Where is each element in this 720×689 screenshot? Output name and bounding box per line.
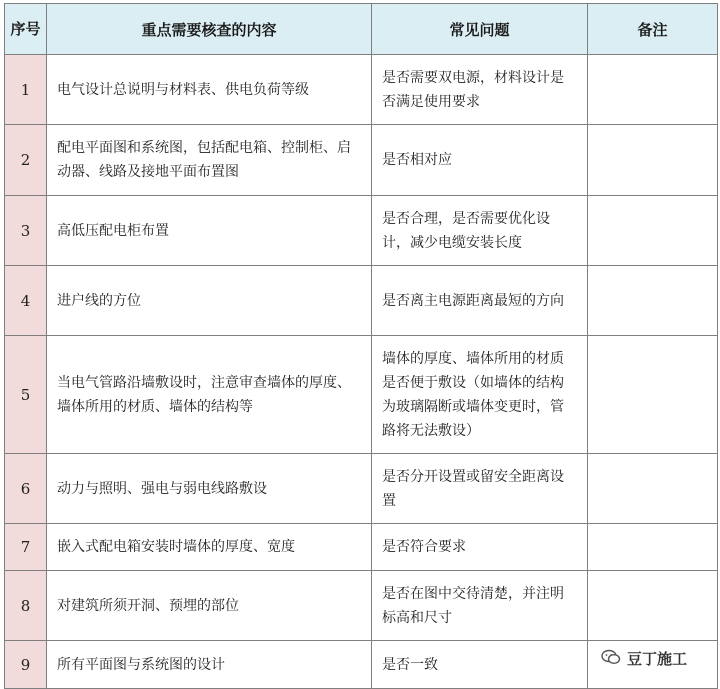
row-content: 嵌入式配电箱安装时墙体的厚度、宽度 [47,524,372,571]
row-problem: 是否一致 [372,641,588,689]
row-problem: 是否在图中交待清楚，并注明标高和尺寸 [372,571,588,641]
row-note [588,125,718,196]
table-row [5,196,718,266]
row-problem: 墙体的厚度、墙体所用的材质是否便于敷设（如墙体的结构为玻璃隔断或墙体变更时，管路将无法敷设） [372,336,588,454]
row-content: 所有平面图与系统图的设计 [47,641,372,689]
row-content: 动力与照明、强电与弱电线路敷设 [47,454,372,524]
table-row [5,125,718,196]
table-row [5,571,718,641]
row-no: 8 [5,571,47,641]
row-no: 7 [5,524,47,571]
row-content: 电气设计总说明与材料表、供电负荷等级 [47,55,372,125]
row-note [588,55,718,125]
row-problem: 是否符合要求 [372,524,588,571]
watermark [597,646,691,671]
header-no: 序号 [5,4,47,55]
row-problem: 是否相对应 [372,125,588,196]
row-content: 当电气管路沿墙敷设时，注意审查墙体的厚度、墙体所用的材质、墙体的结构等 [47,336,372,454]
row-content: 进户线的方位 [47,266,372,336]
table-row [5,55,718,125]
row-no: 1 [5,55,47,125]
row-problem: 是否离主电源距离最短的方向 [372,266,588,336]
header-content: 重点需要核查的内容 [47,4,372,55]
row-note [588,524,718,571]
wechat-icon [601,649,621,669]
row-note [588,454,718,524]
watermark-text: 豆丁施工 [627,650,688,668]
row-no: 5 [5,336,47,454]
table-row [5,454,718,524]
row-content: 配电平面图和系统图，包括配电箱、控制柜、启动器、线路及接地平面布置图 [47,125,372,196]
table-row [5,266,718,336]
header-note: 备注 [588,4,718,55]
row-no: 6 [5,454,47,524]
row-problem: 是否需要双电源，材料设计是否满足使用要求 [372,55,588,125]
header-row [5,4,718,55]
row-note [588,266,718,336]
row-content: 对建筑所须开洞、预埋的部位 [47,571,372,641]
row-problem: 是否分开设置或留安全距离设置 [372,454,588,524]
row-no: 9 [5,641,47,689]
row-note [588,336,718,454]
row-note [588,571,718,641]
row-no: 2 [5,125,47,196]
check-table [4,3,718,689]
row-problem: 是否合理，是否需要优化设计，减少电缆安装长度 [372,196,588,266]
table-row [5,336,718,454]
row-content: 高低压配电柜布置 [47,196,372,266]
table-row [5,524,718,571]
row-note [588,196,718,266]
header-problem: 常见问题 [372,4,588,55]
row-no: 3 [5,196,47,266]
row-no: 4 [5,266,47,336]
